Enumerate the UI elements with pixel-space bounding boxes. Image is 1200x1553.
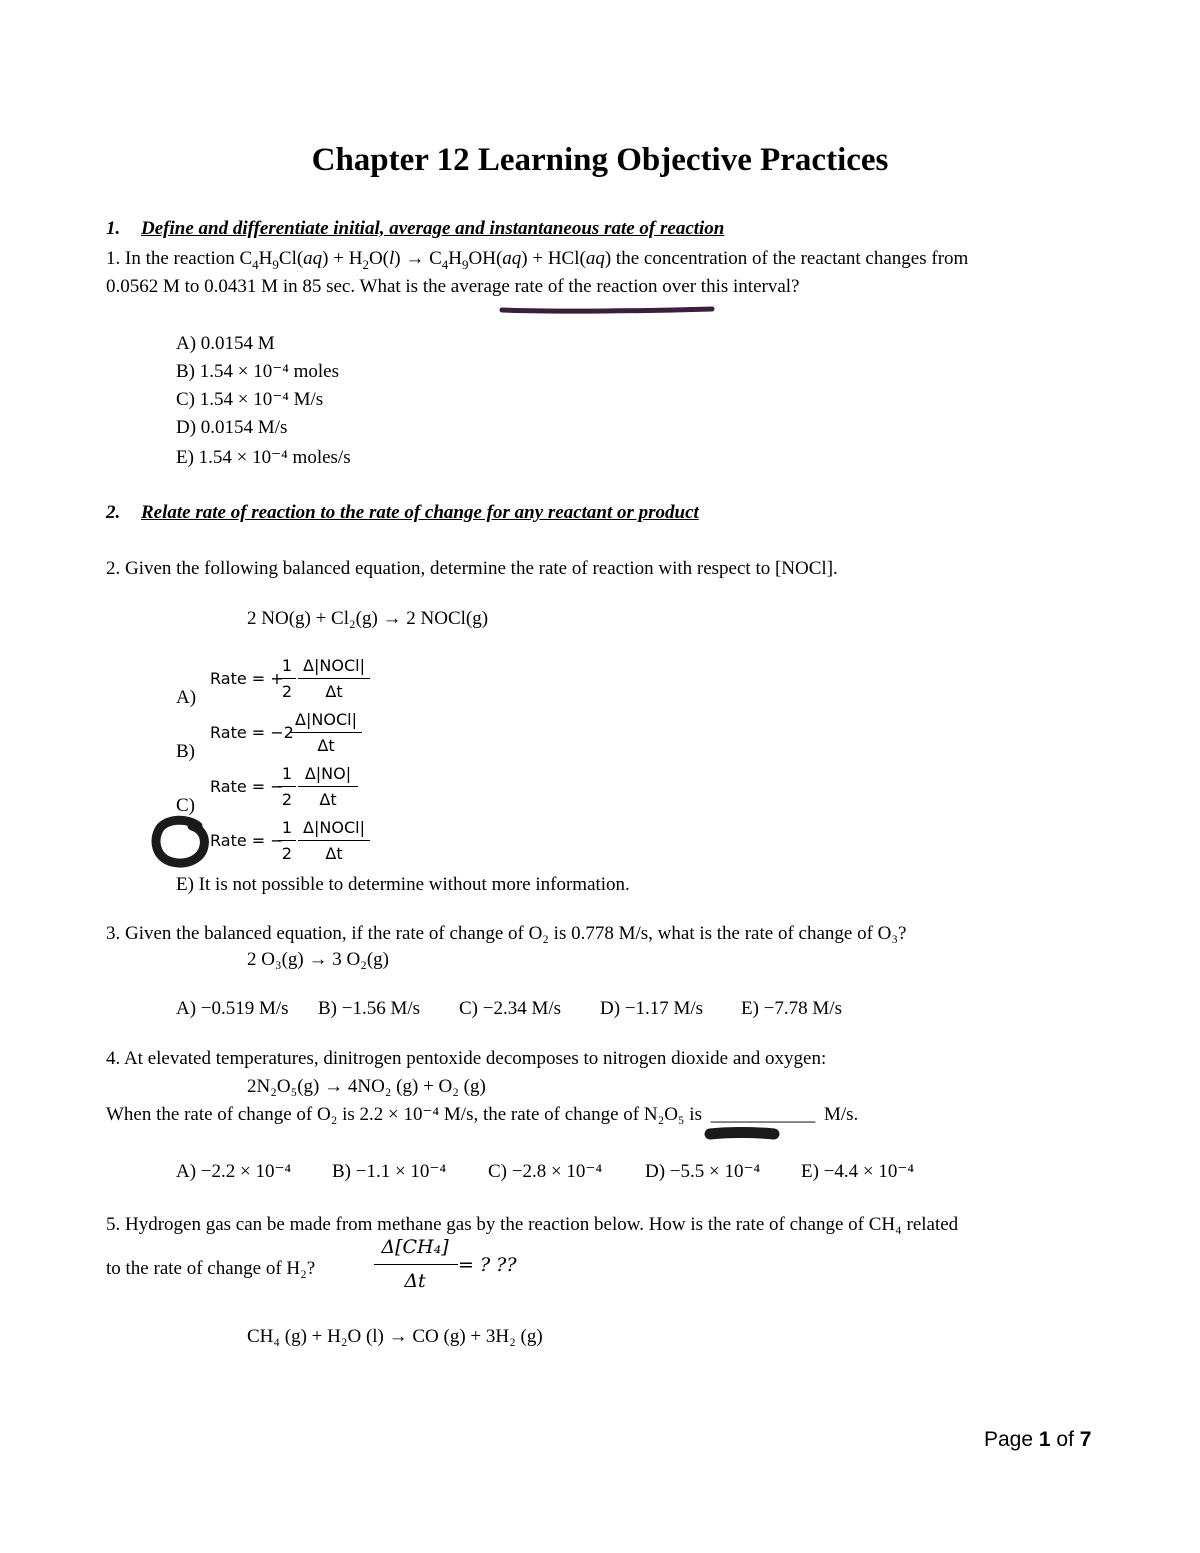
q2-formula-c — [210, 764, 380, 814]
page-of: of — [1056, 1428, 1074, 1451]
objective-1 — [106, 218, 724, 240]
formula-c-coef-bar — [278, 786, 296, 787]
formula-b-den: Δt — [317, 736, 335, 755]
q2-formula-b — [210, 710, 380, 760]
formula-d-prefix: Rate = − — [210, 831, 284, 850]
q2-option-e[interactable]: E) It is not possible to determine without more information. — [176, 874, 630, 895]
question-1-line-1 — [106, 245, 968, 273]
question-2-stem: 2. Given the following balanced equation, determine the rate of reaction with respect to [NOCl]. — [106, 558, 838, 579]
q3-option-b[interactable]: B) −1.56 M/s — [318, 998, 421, 1019]
q4-option-a[interactable]: A) −2.2 × 10⁻⁴ — [176, 1161, 292, 1182]
q4-option-b[interactable]: B) −1.1 × 10⁻⁴ — [332, 1161, 447, 1182]
pen-circle-mark — [150, 814, 216, 868]
formula-d-coef-bar — [278, 840, 296, 841]
question-4-stem: 4. At elevated temperatures, dinitrogen pentoxide decomposes to nitrogen dioxide and oxygen: — [106, 1048, 827, 1069]
page-current: 1 — [1038, 1428, 1051, 1451]
objective-2-number: 2. — [106, 502, 121, 523]
formula-a-prefix: Rate = + — [210, 669, 284, 688]
q4-option-c[interactable]: C) −2.8 × 10⁻⁴ — [488, 1161, 603, 1182]
q1-option-b[interactable]: B) 1.54 × 10⁻⁴ moles — [176, 361, 340, 382]
question-5-stem: 5. Hydrogen gas can be made from methane gas by the reaction below. How is the rate of change of CH₄ related — [106, 1214, 959, 1235]
marker-underline-mark — [704, 1124, 780, 1144]
page-title: Chapter 12 Learning Objective Practices — [311, 142, 889, 178]
question-5-equation: CH₄ (g) + H₂O (l) → CO (g) + 3H₂ (g) — [247, 1326, 543, 1347]
q3-option-c[interactable]: C) −2.34 M/s — [459, 998, 562, 1019]
formula-d-coef-den: 2 — [281, 844, 293, 863]
q5-fraction — [372, 1236, 532, 1296]
question-4-line-3-text: When the rate of change of O₂ is 2.2 × 10⁻⁴ M/s, the rate of change of N₂O₅ is — [106, 1104, 702, 1125]
q3-option-d[interactable]: D) −1.17 M/s — [600, 998, 704, 1019]
formula-a-coef-num: 1 — [281, 656, 293, 675]
question-1-line-2: 0.0562 M to 0.0431 M in 85 sec. What is the average rate of the reaction over this interval? — [106, 276, 800, 297]
page-word: Page — [984, 1428, 1034, 1451]
objective-2-text: Relate rate of reaction to the rate of change for any reactant or product — [141, 502, 699, 523]
objective-2 — [106, 502, 699, 524]
formula-d-den: Δt — [325, 844, 343, 863]
question-3-equation: 2 O₃(g) → 3 O₂(g) — [247, 949, 389, 970]
q1-option-a[interactable]: A) 0.0154 M — [176, 333, 275, 354]
objective-1-number: 1. — [106, 218, 121, 239]
formula-c-prefix: Rate = − — [210, 777, 284, 796]
question-4-equation: 2N₂O₅(g) → 4NO₂ (g) + O₂ (g) — [247, 1076, 486, 1097]
q1-option-d[interactable]: D) 0.0154 M/s — [176, 417, 288, 438]
formula-c-bar — [298, 786, 358, 787]
question-1-text-a: 1. In the reaction $C_4H_9Cl(aq) + H_2O(l) \to C_4H_9OH(aq) + HCl(aq)$ the concentration of the reactant changes from — [106, 248, 969, 272]
objective-1-text: Define and differentiate initial, average and instantaneous rate of reaction — [141, 218, 725, 239]
q4-option-e[interactable]: E) −4.4 × 10⁻⁴ — [801, 1161, 915, 1182]
q5-frac-den: Δt — [404, 1270, 426, 1292]
question-3-stem: 3. Given the balanced equation, if the rate of change of O₂ is 0.778 M/s, what is the rate of change of O₃? — [106, 923, 907, 944]
q2-formula-a — [210, 656, 380, 706]
question-2-equation: 2 NO(g) + Cl₂(g) → 2 NOCl(g) — [247, 608, 489, 629]
q2-option-c-letter[interactable]: C) — [176, 795, 195, 816]
formula-c-coef-num: 1 — [281, 764, 293, 783]
formula-b-bar — [290, 732, 362, 733]
formula-d-bar — [298, 840, 370, 841]
q3-option-e[interactable]: E) −7.78 M/s — [741, 998, 842, 1019]
formula-b-num: Δ|NOCl| — [295, 710, 357, 729]
q3-option-a[interactable]: A) −0.519 M/s — [176, 998, 289, 1019]
q1-option-c[interactable]: C) 1.54 × 10⁻⁴ M/s — [176, 389, 324, 410]
page-total: 7 — [1079, 1428, 1092, 1451]
formula-a-den: Δt — [325, 682, 343, 701]
formula-c-den: Δt — [319, 790, 337, 809]
page-number — [984, 1428, 1091, 1452]
formula-d-num: Δ|NOCl| — [303, 818, 365, 837]
q4-option-d[interactable]: D) −5.5 × 10⁻⁴ — [645, 1161, 761, 1182]
formula-a-coef-den: 2 — [281, 682, 293, 701]
answer-blank[interactable]: ___________ — [710, 1104, 816, 1125]
formula-d-coef-num: 1 — [281, 818, 293, 837]
q5-frac-bar — [374, 1264, 458, 1265]
q1-option-e[interactable]: E) 1.54 × 10⁻⁴ moles/s — [176, 447, 351, 468]
formula-a-num: Δ|NOCl| — [303, 656, 365, 675]
question-4-unit: M/s. — [823, 1104, 859, 1125]
formula-a-bar — [298, 678, 370, 679]
q2-option-b-letter[interactable]: B) — [176, 741, 195, 762]
q2-formula-d — [210, 818, 380, 868]
question-5-line-2: to the rate of change of H₂? — [106, 1258, 316, 1279]
q2-option-a-letter[interactable]: A) — [176, 687, 197, 708]
pen-underline-mark — [498, 302, 718, 316]
formula-c-num: Δ|NO| — [304, 764, 352, 783]
q5-frac-rhs: = ? ?? — [458, 1254, 517, 1276]
formula-b-prefix: Rate = −2 — [210, 723, 294, 742]
q5-frac-num: Δ[CH₄] — [381, 1236, 449, 1258]
formula-c-coef-den: 2 — [281, 790, 293, 809]
formula-a-coef-bar — [278, 678, 296, 679]
